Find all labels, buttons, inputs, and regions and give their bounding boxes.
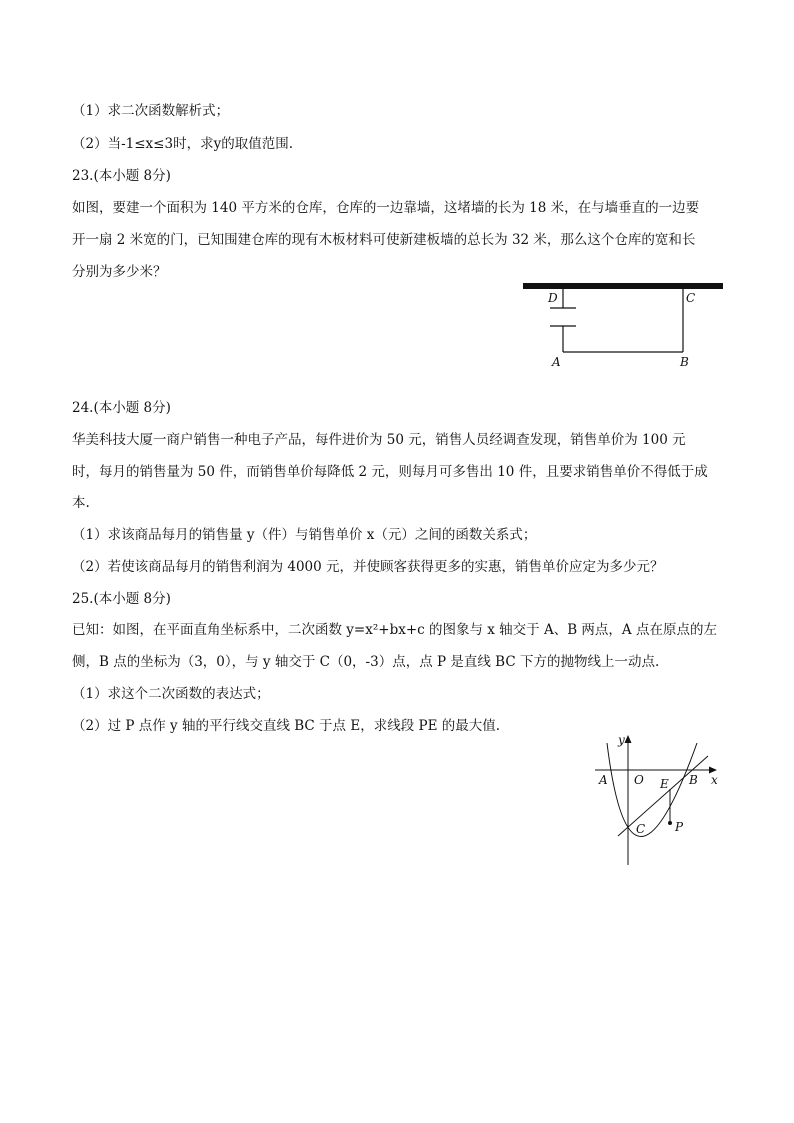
label-a: A — [552, 355, 561, 369]
label-o: O — [634, 773, 644, 787]
point-p — [668, 821, 672, 825]
label-p: P — [675, 820, 684, 834]
q24-text-line1: 华美科技大厦一商户销售一种电子产品，每件进价为 50 元，销售人员经调查发现，销售单价为 100 元 — [72, 432, 686, 448]
wall — [523, 283, 723, 289]
label-a: A — [599, 773, 608, 787]
q23-text-line3: 分别为多少米？ — [72, 264, 167, 280]
q22-part2: （2）当-1≤x≤3时，求y的取值范围. — [72, 136, 293, 152]
label-b: B — [680, 355, 689, 369]
q23-heading: 23.(本小题 8分) — [72, 168, 171, 184]
q23-text-line1: 如图，要建一个面积为 140 平方米的仓库，仓库的一边靠墙，这堵墙的长为 18 米，在与墙垂直的一边要 — [72, 200, 700, 216]
q24-part2: （2）若使该商品每月的销售利润为 4000 元，并使顾客获得更多的实惠，销售单价应定为多少元？ — [72, 559, 664, 575]
label-c: C — [636, 822, 646, 836]
parabola-curve — [607, 743, 697, 837]
line-bc — [618, 756, 708, 836]
q25-text-line1: 已知：如图，在平面直角坐标系中，二次函数 y=x²+bx+c 的图象与 x 轴交于 A、B 两点，A 点在原点的左 — [72, 622, 717, 638]
warehouse-figure — [518, 278, 728, 373]
label-b: B — [689, 773, 698, 787]
label-e: E — [660, 777, 669, 791]
q25-heading: 25.(本小题 8分) — [72, 591, 171, 607]
y-axis-arrow — [625, 735, 632, 743]
q25-text-line2: 侧，B 点的坐标为（3，0），与 y 轴交于 C（0，-3）点，点 P 是直线 BC 下方的抛物线上一动点. — [72, 654, 660, 670]
parabola-figure — [590, 730, 725, 870]
label-d: D — [548, 291, 558, 305]
q24-text-line2: 时，每月的销售量为 50 件，而销售单价每降低 2 元，则每月可多售出 10 件，且要求销售单价不得低于成 — [72, 464, 708, 480]
q25-part1: （1）求这个二次函数的表达式； — [72, 686, 270, 702]
label-y: y — [618, 733, 625, 747]
label-x: x — [711, 773, 718, 787]
q24-part1: （1）求该商品每月的销售量 y（件）与销售单价 x（元）之间的函数关系式； — [72, 527, 537, 543]
label-c: C — [686, 291, 696, 305]
q22-part1: （1）求二次函数解析式； — [72, 103, 230, 119]
q25-part2: （2）过 P 点作 y 轴的平行线交直线 BC 于点 E，求线段 PE 的最大值. — [72, 718, 501, 734]
q24-heading: 24.(本小题 8分) — [72, 400, 171, 416]
q23-text-line2: 开一扇 2 米宽的门，已知围建仓库的现有木板材料可使新建板墙的总长为 32 米，那么这个仓库的宽和长 — [72, 232, 696, 248]
q24-text-line3: 本. — [72, 495, 90, 511]
